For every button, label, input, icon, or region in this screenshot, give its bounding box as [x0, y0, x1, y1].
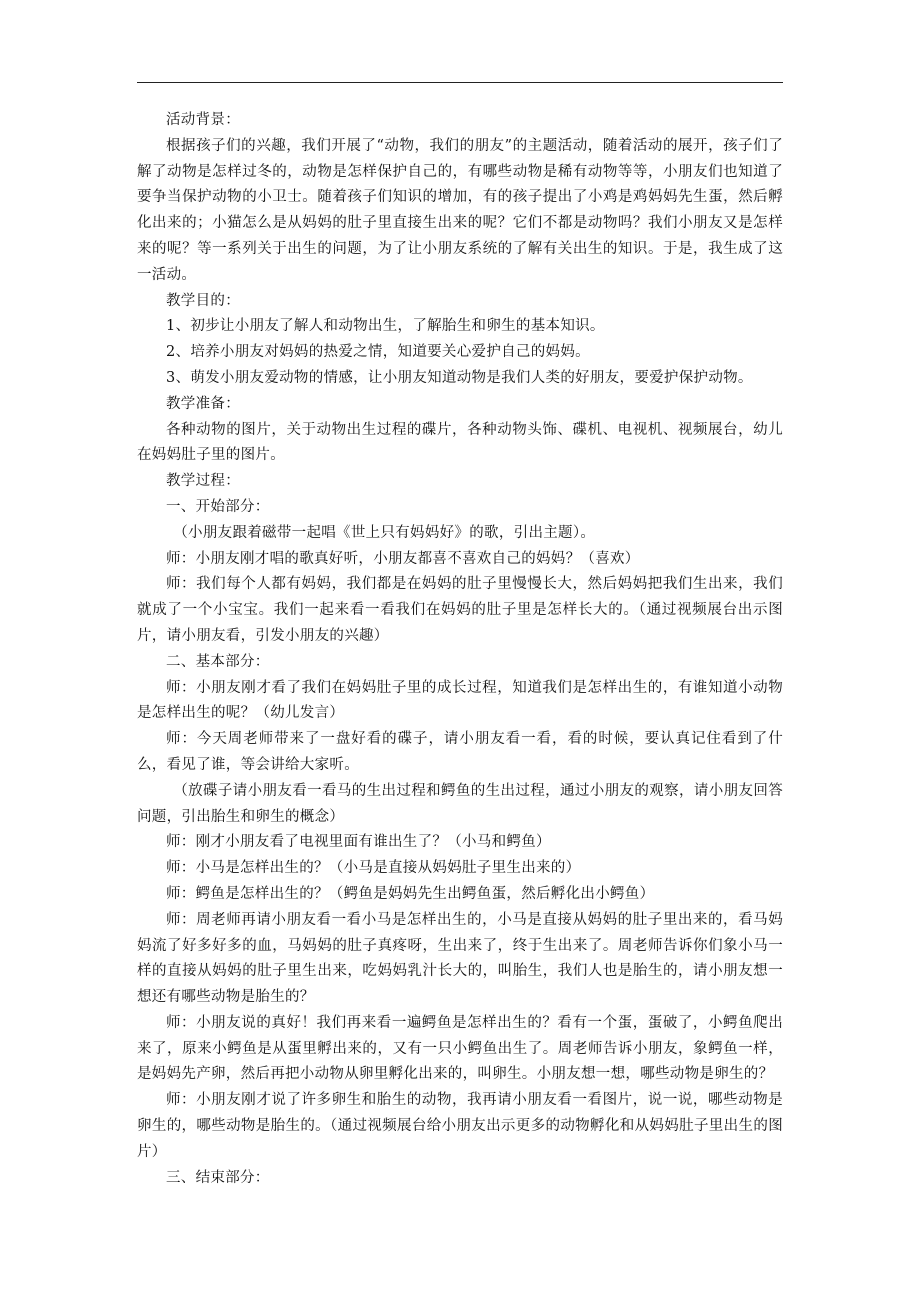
paragraph-song-intro: （小朋友跟着磁带一起唱《世上只有妈妈好》的歌，引出主题）。	[173, 524, 596, 541]
paragraph-teacher-2: 师：我们每个人都有妈妈，我们都是在妈妈的肚子里慢慢长大，然后妈妈把我们生出来，我们就成了一个小宝宝。我们一起来看一看我们在妈妈的肚子里是怎样长大的。（通过视频展台出示图片，请小朋友看，引发小朋友的兴趣）	[137, 576, 783, 644]
heading-activity-background: 活动背景：	[166, 112, 240, 128]
paragraph-teacher-10: 师：小朋友刚才说了许多卵生和胎生的动物，我再请小朋友看一看图片，说一说，哪些动物是卵生的，哪些动物是胎生的。（通过视频展台给小朋友出示更多的动物孵化和从妈妈肚子里出生的图片）	[137, 1092, 783, 1160]
goal-item-3: 3、萌发小朋友爱动物的情感，让小朋友知道动物是我们人类的好朋友，要爱护保护动物。	[166, 369, 753, 386]
heading-part-one: 一、开始部分：	[166, 498, 270, 515]
paragraph-teacher-8: 师：周老师再请小朋友看一看小马是怎样出生的，小马是直接从妈妈的肚子里出来的，看马妈妈流了好多好多的血，马妈妈的肚子真疼呀，生出来了，终于生出来了。周老师告诉你们象小马一样的直接从妈妈的肚子里生出来，吃妈妈乳汁长大的，叫胎生，我们人也是胎生的，请小朋友想一想还有哪些动物是胎生的？	[137, 911, 783, 1006]
header-rule	[137, 82, 783, 83]
paragraph-background-text: 根据孩子们的兴趣，我们开展了“动物，我们的朋友”的主题活动，随着活动的展开，孩子们了解了动物是怎样过冬的，动物是怎样保护自己的，有哪些动物是稀有动物等等，小朋友们也知道了要争当保护动物的小卫士。随着孩子们知识的增加，有的孩子提出了小鸡是鸡妈妈先生蛋，然后孵化出来的；小猫怎么是从妈妈的肚子里直接生出来的呢？它们不都是动物吗？我们小朋友又是怎样来的呢？等一系列关于出生的问题，为了让小朋友系统的了解有关出生的知识。于是，我生成了这一活动。	[137, 137, 783, 283]
heading-teaching-process: 教学过程：	[166, 473, 240, 490]
paragraph-teacher-5: 师：刚才小朋友看了电视里面有谁出生了？（小马和鳄鱼）	[166, 834, 551, 851]
heading-teaching-preparation: 教学准备：	[166, 395, 240, 412]
paragraph-teacher-3: 师：小朋友刚才看了我们在妈妈肚子里的成长过程，知道我们是怎样出生的，有谁知道小动物是怎样出生的呢？（幼儿发言）	[137, 679, 783, 722]
heading-part-three: 三、结束部分：	[166, 1169, 270, 1186]
paragraph-preparation-text: 各种动物的图片，关于动物出生过程的碟片，各种动物头饰、碟机、电视机、视频展台，幼儿在妈妈肚子里的图片。	[137, 421, 783, 464]
paragraph-teacher-7: 师：鳄鱼是怎样出生的？（鳄鱼是妈妈先生出鳄鱼蛋，然后孵化出小鳄鱼）	[166, 885, 655, 902]
paragraph-teacher-9: 师：小朋友说的真好！我们再来看一遍鳄鱼是怎样出生的？看有一个蛋，蛋破了，小鳄鱼爬出来了，原来小鳄鱼是从蛋里孵出来的，又有一只小鳄鱼出生了。周老师告诉小朋友，象鳄鱼一样，是妈妈先产卵，然后再把小动物从卵里孵化出来的，叫卵生。小朋友想一想，哪些动物是卵生的？	[137, 1014, 783, 1083]
document-body	[137, 108, 783, 1191]
paragraph-teacher-1: 师：小朋友刚才唱的歌真好听，小朋友都喜不喜欢自己的妈妈？（喜欢）	[166, 550, 640, 567]
paragraph-teacher-6: 师：小马是怎样出生的？（小马是直接从妈妈肚子里生出来的）	[166, 860, 581, 877]
paragraph-video-note: （放碟子请小朋友看一看马的生出过程和鳄鱼的生出过程，通过小朋友的观察，请小朋友回答问题，引出胎生和卵生的概念）	[137, 782, 783, 825]
heading-teaching-goals: 教学目的：	[166, 292, 240, 309]
goal-item-1: 1、初步让小朋友了解人和动物出生，了解胎生和卵生的基本知识。	[166, 318, 605, 335]
heading-part-two: 二、基本部分：	[166, 653, 270, 670]
paragraph-teacher-4: 师：今天周老师带来了一盘好看的碟子，请小朋友看一看，看的时候，要认真记住看到了什么，看见了谁，等会讲给大家听。	[137, 731, 783, 773]
goal-item-2: 2、培养小朋友对妈妈的热爱之情，知道要关心爱护自己的妈妈。	[166, 344, 590, 361]
